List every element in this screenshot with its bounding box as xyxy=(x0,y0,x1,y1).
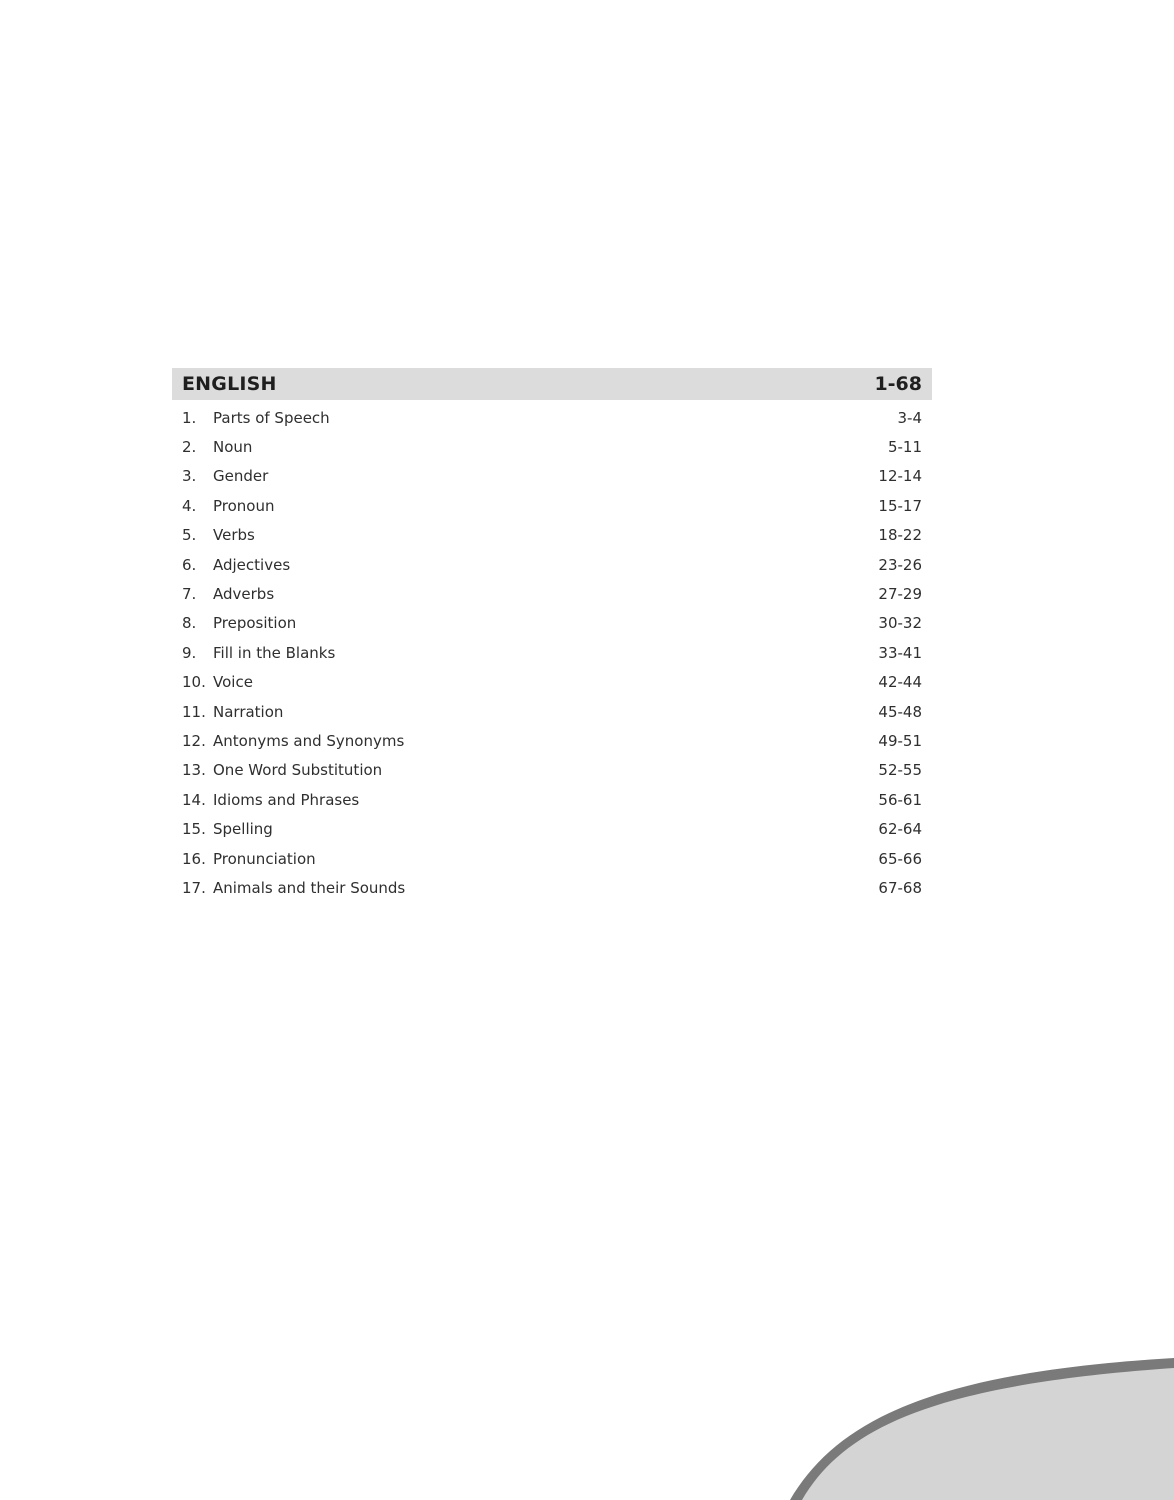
entry-page-range: 27-29 xyxy=(878,585,922,604)
entry-title: Verbs xyxy=(213,526,255,545)
entry-page-range: 49-51 xyxy=(878,731,922,750)
toc-entry xyxy=(172,668,932,697)
entry-number: 3. xyxy=(182,467,197,486)
entry-page-range: 3-4 xyxy=(897,408,922,427)
toc-entry xyxy=(172,432,932,461)
toc-entry xyxy=(172,756,932,785)
entry-number: 9. xyxy=(182,643,197,662)
entry-number: 1. xyxy=(182,408,197,427)
toc-entry xyxy=(172,844,932,873)
entry-title: Noun xyxy=(213,438,253,457)
entry-title: Spelling xyxy=(213,820,273,839)
entry-title: Gender xyxy=(213,467,269,486)
entry-title: Antonyms and Synonyms xyxy=(213,731,405,750)
toc-entry xyxy=(172,697,932,726)
entry-number: 8. xyxy=(182,614,197,633)
entry-page-range: 45-48 xyxy=(878,702,922,721)
entry-number: 5. xyxy=(182,526,197,545)
entry-page-range: 65-66 xyxy=(878,849,922,868)
entry-title: Parts of Speech xyxy=(213,408,330,427)
entry-number: 6. xyxy=(182,555,197,574)
corner-swoosh-fill xyxy=(792,1362,1174,1500)
entry-page-range: 5-11 xyxy=(887,438,922,457)
entry-number: 11. xyxy=(182,702,206,721)
entry-page-range: 18-22 xyxy=(878,526,922,545)
entry-title: Pronoun xyxy=(213,496,275,515)
toc-entry xyxy=(172,638,932,667)
entry-number: 4. xyxy=(182,496,197,515)
entry-title: One Word Substitution xyxy=(213,761,383,780)
entry-number: 12. xyxy=(182,731,206,750)
entry-title: Animals and their Sounds xyxy=(213,878,406,897)
entry-title: Preposition xyxy=(213,614,297,633)
entry-title: Idioms and Phrases xyxy=(213,790,360,809)
entry-page-range: 12-14 xyxy=(878,467,922,486)
entry-title: Adjectives xyxy=(213,555,291,574)
entry-number: 17. xyxy=(182,878,206,897)
entry-page-range: 56-61 xyxy=(878,790,922,809)
entry-page-range: 52-55 xyxy=(878,761,922,780)
toc-entry xyxy=(172,814,932,843)
entry-number: 10. xyxy=(182,673,206,692)
entry-page-range: 42-44 xyxy=(878,673,922,692)
toc-entry xyxy=(172,491,932,520)
corner-swoosh-edge xyxy=(790,1358,1174,1500)
entry-number: 13. xyxy=(182,761,206,780)
entry-page-range: 62-64 xyxy=(878,820,922,839)
entry-page-range: 67-68 xyxy=(878,878,922,897)
section-page-range: 1-68 xyxy=(874,373,922,395)
section-header xyxy=(172,368,932,400)
entry-title: Pronunciation xyxy=(213,849,316,868)
toc-entry xyxy=(172,609,932,638)
entry-number: 16. xyxy=(182,849,206,868)
entry-title: Adverbs xyxy=(213,585,275,604)
entry-number: 2. xyxy=(182,438,197,457)
entry-page-range: 33-41 xyxy=(878,643,922,662)
entry-title: Fill in the Blanks xyxy=(213,643,336,662)
section-title: ENGLISH xyxy=(182,373,277,395)
toc-entry xyxy=(172,462,932,491)
toc-entry xyxy=(172,521,932,550)
entry-title: Voice xyxy=(213,673,253,692)
entry-page-range: 23-26 xyxy=(878,555,922,574)
toc-entry xyxy=(172,726,932,755)
toc-entry xyxy=(172,403,932,432)
table-of-contents xyxy=(172,368,932,903)
entry-page-range: 15-17 xyxy=(878,496,922,515)
entry-number: 15. xyxy=(182,820,206,839)
toc-entry xyxy=(172,873,932,902)
entry-title: Narration xyxy=(213,702,284,721)
chapter-list xyxy=(172,403,932,903)
toc-entry xyxy=(172,785,932,814)
toc-entry xyxy=(172,579,932,608)
entry-number: 14. xyxy=(182,790,206,809)
toc-entry xyxy=(172,550,932,579)
entry-page-range: 30-32 xyxy=(878,614,922,633)
entry-number: 7. xyxy=(182,585,197,604)
